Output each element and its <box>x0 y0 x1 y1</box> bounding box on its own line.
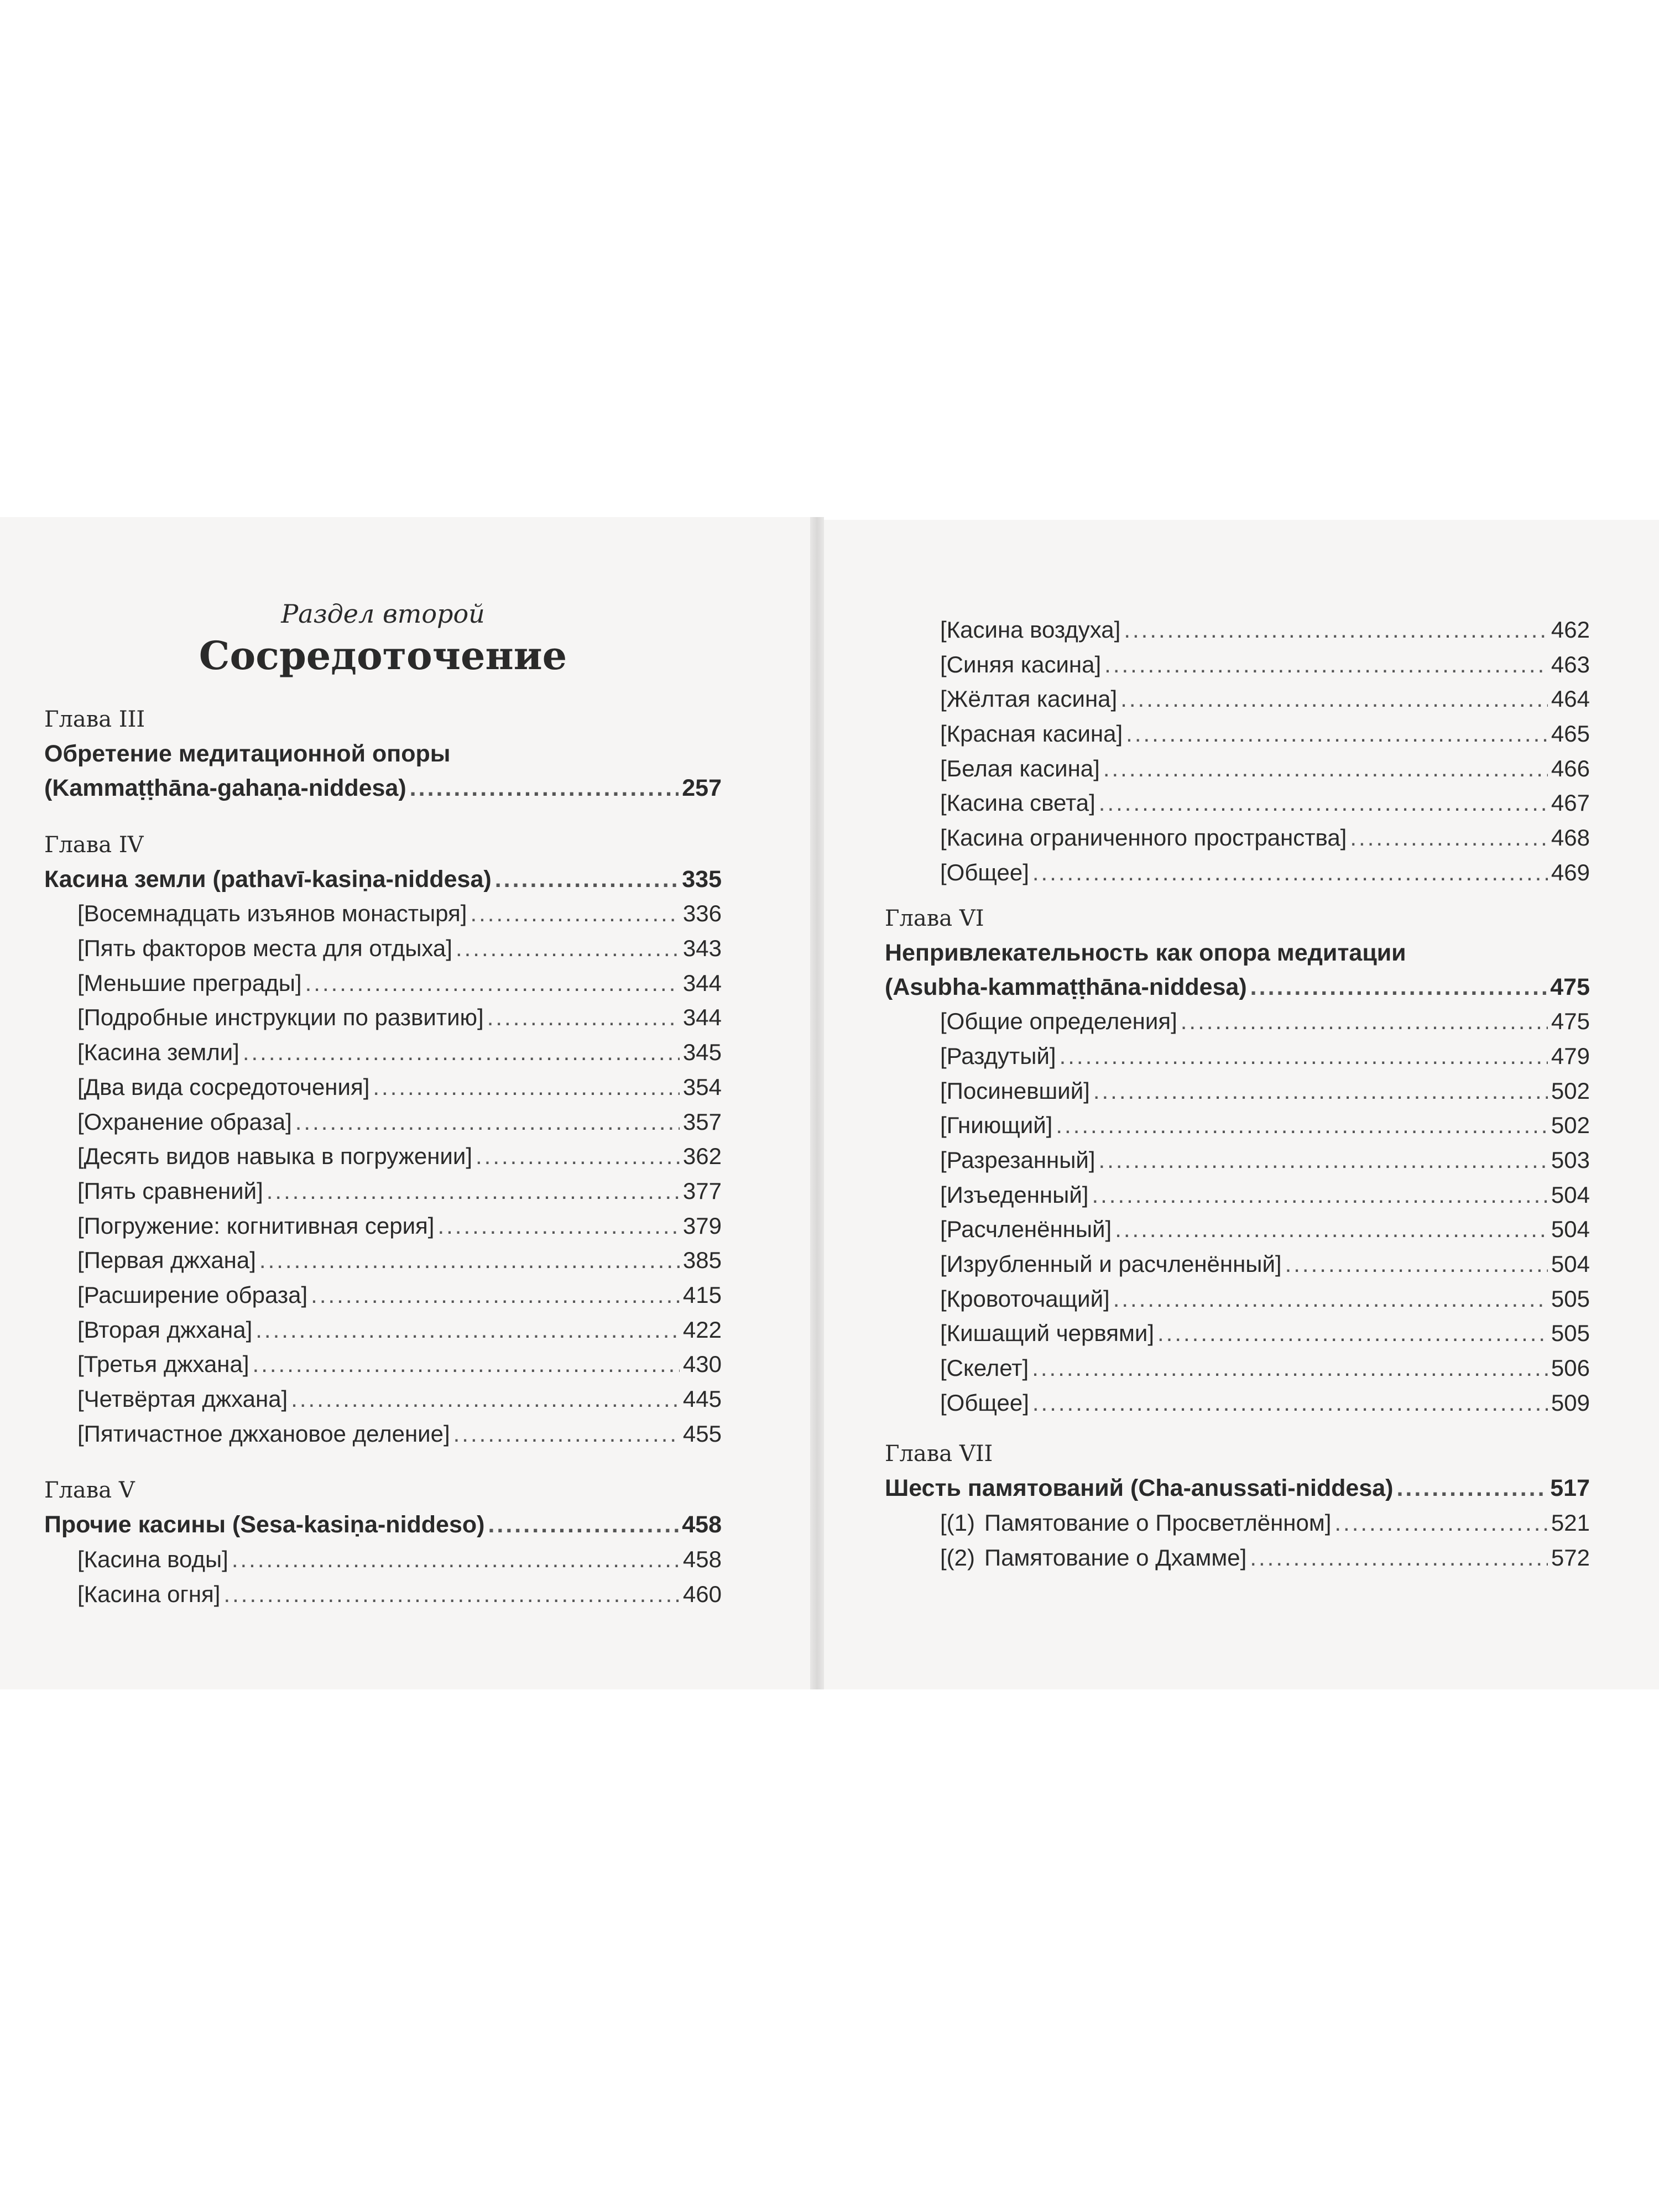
toc-entry[interactable] <box>940 1541 1590 1575</box>
leader-dots <box>456 931 680 966</box>
page-number: 377 <box>682 1177 722 1204</box>
page-number: 502 <box>1551 1112 1590 1139</box>
leader-dots <box>1181 1004 1548 1039</box>
page-number: 336 <box>682 900 722 927</box>
toc-entry-text: [Общее] <box>940 1389 1029 1416</box>
toc-entry-text: [Два вида сосредоточения] <box>77 1073 370 1100</box>
leader-dots <box>495 862 679 897</box>
toc-entry-text: [Касина света] <box>940 790 1095 816</box>
toc-entry[interactable] <box>44 1577 722 1612</box>
leader-dots <box>1334 1506 1548 1541</box>
toc-entry-text: [Кишащий червями] <box>940 1320 1154 1347</box>
leader-dots <box>373 1070 680 1105</box>
toc-entry[interactable] <box>44 1278 722 1313</box>
leader-dots <box>1056 1108 1548 1143</box>
chapter-label: Глава VI <box>885 905 984 931</box>
toc-entry-text: [Касина воздуха] <box>940 617 1121 643</box>
toc-entry-text: [Посиневший] <box>940 1077 1090 1104</box>
toc-entry-text: [Касина огня] <box>77 1580 221 1607</box>
page-number: 445 <box>682 1386 722 1412</box>
leader-dots <box>1093 1074 1548 1109</box>
toc-entry-text: [Погружение: когнитивная серия] <box>77 1212 435 1239</box>
toc-entry[interactable] <box>44 1035 722 1070</box>
toc-entry[interactable] <box>44 1542 722 1577</box>
leader-dots <box>1250 970 1547 1005</box>
page-number: 468 <box>1551 825 1590 851</box>
toc-entry[interactable] <box>940 613 1590 648</box>
toc-entry-text: [Вторая джхана] <box>77 1316 253 1343</box>
page-number: 335 <box>682 865 722 893</box>
page-number: 379 <box>682 1212 722 1239</box>
leader-dots <box>1060 1039 1548 1074</box>
toc-entry-text: [Красная касина] <box>940 721 1123 747</box>
toc-entry-text: [Разрезанный] <box>940 1146 1095 1173</box>
page-number: 509 <box>1551 1389 1590 1416</box>
toc-entry-text: [Белая касина] <box>940 755 1100 781</box>
page-number: 505 <box>1551 1285 1590 1312</box>
leader-dots <box>487 1000 680 1035</box>
left-toc-column <box>44 597 722 1611</box>
toc-entry-text: [Общие определения] <box>940 1008 1177 1035</box>
page-number: 430 <box>682 1351 722 1378</box>
leader-dots <box>1126 717 1548 752</box>
toc-entry-text: Шесть памятований (Cha-anussati-niddesa) <box>885 1475 1394 1502</box>
page-number: 475 <box>1550 973 1590 1000</box>
toc-entry[interactable] <box>940 1212 1590 1247</box>
leader-dots <box>470 896 679 931</box>
toc-entry-text: [Восемнадцать изъянов монастыря] <box>77 900 467 927</box>
toc-entry[interactable] <box>44 1347 722 1382</box>
toc-entry-text: (Kammaṭṭhāna-gahaṇa-niddesa) <box>44 775 406 801</box>
toc-entry[interactable] <box>44 966 722 1001</box>
page-number: 464 <box>1551 686 1590 712</box>
leader-dots <box>476 1139 680 1174</box>
book-gutter <box>810 517 824 1689</box>
toc-entry[interactable] <box>44 931 722 966</box>
page-number: 517 <box>1550 1475 1590 1502</box>
toc-entry[interactable] <box>885 1471 1590 1506</box>
leader-dots <box>1157 1316 1548 1351</box>
leader-dots <box>255 1313 680 1348</box>
leader-dots <box>410 771 679 806</box>
right-toc-column <box>885 613 1590 1575</box>
toc-entry-text: [Касина земли] <box>77 1039 239 1066</box>
toc-entry-text: [Скелет] <box>940 1355 1029 1381</box>
leader-dots <box>223 1577 679 1612</box>
toc-entry[interactable] <box>940 821 1590 855</box>
toc-entry[interactable] <box>940 1351 1590 1386</box>
chapter-title: Непривлекательность как опора медитации <box>885 939 1406 966</box>
section-label: Раздел второй <box>281 599 485 629</box>
leader-dots <box>1104 648 1548 682</box>
leader-dots <box>1113 1282 1548 1317</box>
leader-dots <box>1350 821 1548 855</box>
toc-entry[interactable] <box>940 1039 1590 1074</box>
toc-entry[interactable] <box>44 1313 722 1348</box>
leader-dots <box>1092 1178 1547 1213</box>
leader-dots <box>295 1105 680 1140</box>
item-title: Памятование о Просветлённом] <box>984 1510 1332 1536</box>
toc-entry[interactable] <box>44 1000 722 1035</box>
toc-entry[interactable] <box>44 862 722 897</box>
page-number: 466 <box>1551 755 1590 781</box>
page-number: 257 <box>682 775 722 801</box>
toc-entry[interactable] <box>940 1506 1590 1541</box>
leader-dots <box>259 1243 680 1278</box>
toc-entry[interactable] <box>940 1108 1590 1143</box>
item-title: Памятование о Дхамме] <box>984 1544 1247 1571</box>
page-number: 467 <box>1551 790 1590 816</box>
toc-entry-text: [Общее] <box>940 859 1029 885</box>
toc-entry-text <box>940 1541 1246 1575</box>
toc-entry-text: [Третья джхана] <box>77 1351 249 1378</box>
leader-dots <box>253 1347 680 1382</box>
chapter-label: Глава IV <box>44 832 144 858</box>
toc-entry-text: [Пять факторов места для отдыха] <box>77 935 452 962</box>
chapter-title: Обретение медитационной опоры <box>44 740 451 767</box>
page-number: 503 <box>1551 1146 1590 1173</box>
toc-entry[interactable] <box>940 1143 1590 1178</box>
toc-entry[interactable] <box>44 1209 722 1244</box>
page-number: 354 <box>682 1073 722 1100</box>
toc-entry[interactable] <box>44 1174 722 1209</box>
section-title: Сосредоточение <box>199 633 567 679</box>
toc-entry-text: [Раздутый] <box>940 1042 1056 1069</box>
toc-entry[interactable] <box>44 771 722 806</box>
page-number: 505 <box>1551 1320 1590 1347</box>
leader-dots <box>1099 1143 1548 1178</box>
toc-entry-text: [Расширение образа] <box>77 1281 308 1308</box>
leader-dots <box>437 1209 679 1244</box>
page-number: 345 <box>682 1039 722 1066</box>
page-number: 343 <box>682 935 722 962</box>
toc-entry-text: [Изрубленный и расчленённый] <box>940 1251 1282 1277</box>
toc-entry[interactable] <box>940 717 1590 752</box>
toc-entry[interactable] <box>44 1105 722 1140</box>
leader-dots <box>1103 752 1548 786</box>
page-number: 504 <box>1551 1251 1590 1277</box>
leader-dots <box>488 1507 679 1542</box>
chapter-label: Глава VII <box>885 1441 993 1467</box>
leader-dots <box>1115 1212 1548 1247</box>
toc-entry[interactable] <box>940 1004 1590 1039</box>
toc-entry[interactable] <box>940 648 1590 682</box>
toc-entry[interactable] <box>44 1417 722 1452</box>
page-number: 460 <box>682 1580 722 1607</box>
toc-entry[interactable] <box>940 855 1590 890</box>
toc-entry-text: [Четвёртая джхана] <box>77 1386 288 1412</box>
toc-entry[interactable] <box>940 1386 1590 1421</box>
toc-entry-text: Касина земли (pathavī-kasiṇa-niddesa) <box>44 865 492 893</box>
toc-entry-text: [Пятичастное джхановое деление] <box>77 1420 450 1447</box>
leader-dots <box>1120 682 1548 717</box>
page-number: 344 <box>682 969 722 996</box>
toc-entry[interactable] <box>940 1282 1590 1317</box>
leader-dots <box>1032 1386 1548 1421</box>
leader-dots <box>1099 786 1548 821</box>
item-number: [(1) <box>940 1510 975 1536</box>
toc-entry-text: [Подробные инструкции по развитию] <box>77 1004 484 1031</box>
page-number: 463 <box>1551 651 1590 677</box>
page-number: 502 <box>1551 1077 1590 1104</box>
toc-entry-text: [Жёлтая касина] <box>940 686 1118 712</box>
item-number: [(2) <box>940 1544 975 1571</box>
chapter-label: Глава III <box>44 707 145 732</box>
page-number: 504 <box>1551 1181 1590 1208</box>
toc-entry[interactable] <box>940 786 1590 821</box>
toc-entry-text: [Касина воды] <box>77 1546 228 1573</box>
page-number: 465 <box>1551 721 1590 747</box>
toc-entry-text: [Гниющий] <box>940 1112 1053 1139</box>
chapter-label: Глава V <box>44 1478 135 1504</box>
page-number: 458 <box>682 1546 722 1573</box>
toc-entry[interactable] <box>940 1178 1590 1213</box>
page-number: 458 <box>682 1511 722 1538</box>
toc-entry[interactable] <box>940 752 1590 786</box>
toc-entry[interactable] <box>885 970 1590 1005</box>
page-number: 357 <box>682 1108 722 1135</box>
page-number: 385 <box>682 1247 722 1274</box>
toc-entry-text: Прочие касины (Sesa-kasiṇa-niddeso) <box>44 1511 485 1538</box>
toc-entry[interactable] <box>44 896 722 931</box>
page-number: 362 <box>682 1143 722 1170</box>
leader-dots <box>291 1382 680 1417</box>
toc-entry-text: [Пять сравнений] <box>77 1177 263 1204</box>
page-number: 415 <box>682 1281 722 1308</box>
toc-entry[interactable] <box>44 1070 722 1105</box>
page-number: 572 <box>1551 1544 1590 1571</box>
toc-entry[interactable] <box>940 682 1590 717</box>
toc-entry[interactable] <box>940 1316 1590 1351</box>
toc-entry-text: [Касина ограниченного пространства] <box>940 825 1347 851</box>
page-number: 462 <box>1551 617 1590 643</box>
page-number: 479 <box>1551 1042 1590 1069</box>
leader-dots <box>1032 855 1548 890</box>
leader-dots <box>232 1542 680 1577</box>
leader-dots <box>311 1278 680 1313</box>
toc-entry-text: [Меньшие преграды] <box>77 969 302 996</box>
toc-entry[interactable] <box>44 1243 722 1278</box>
leader-dots <box>267 1174 680 1209</box>
toc-entry-text <box>940 1506 1331 1541</box>
page-number: 469 <box>1551 859 1590 885</box>
toc-entry-text: [Десять видов навыка в погружении] <box>77 1143 472 1170</box>
toc-entry[interactable] <box>44 1507 722 1542</box>
toc-entry-text: [Расчленённый] <box>940 1216 1112 1243</box>
toc-entry[interactable] <box>44 1139 722 1174</box>
leader-dots <box>243 1035 680 1070</box>
toc-entry-text: [Изъеденный] <box>940 1181 1089 1208</box>
leader-dots <box>1032 1351 1548 1386</box>
page-number: 475 <box>1551 1008 1590 1035</box>
page-number: 521 <box>1551 1510 1590 1536</box>
toc-entry-text: [Первая джхана] <box>77 1247 256 1274</box>
page-number: 455 <box>682 1420 722 1447</box>
page-number: 506 <box>1551 1355 1590 1381</box>
toc-entry-text: [Синяя касина] <box>940 651 1102 677</box>
toc-entry[interactable] <box>44 1382 722 1417</box>
leader-dots <box>1124 613 1548 648</box>
leader-dots <box>1285 1247 1548 1282</box>
leader-dots <box>1250 1541 1548 1575</box>
leader-dots <box>305 966 680 1001</box>
leader-dots <box>1396 1471 1547 1506</box>
toc-entry-text: (Asubha-kammaṭṭhāna-niddesa) <box>885 973 1247 1000</box>
toc-entry[interactable] <box>940 1247 1590 1282</box>
leader-dots <box>453 1417 680 1452</box>
page-number: 344 <box>682 1004 722 1031</box>
toc-entry-text: [Кровоточащий] <box>940 1285 1110 1312</box>
page-number: 504 <box>1551 1216 1590 1243</box>
toc-entry[interactable] <box>940 1074 1590 1109</box>
page-number: 422 <box>682 1316 722 1343</box>
toc-entry-text: [Охранение образа] <box>77 1108 292 1135</box>
